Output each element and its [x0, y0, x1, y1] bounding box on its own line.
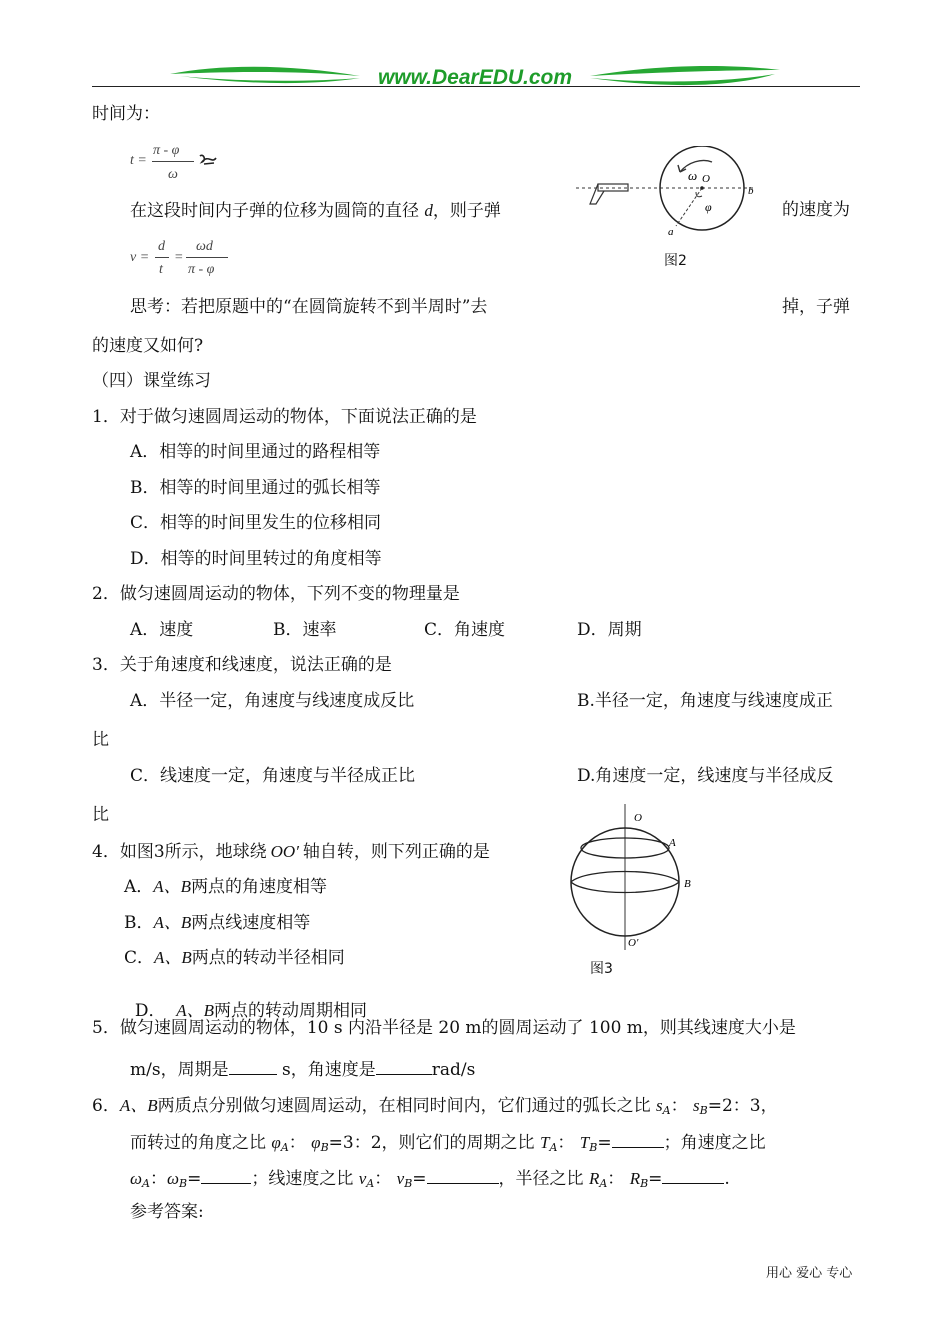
t-denominator: ω: [168, 167, 178, 182]
q5-line2: m/s，周期是 s，角速度是 rad/s: [130, 1060, 476, 1080]
fig2-a-label: a: [668, 226, 674, 238]
period-ratio-blank[interactable]: [612, 1133, 664, 1148]
q4-option-b: B．A、B两点线速度相等: [124, 913, 311, 933]
diameter-var: d: [424, 201, 433, 220]
left-swoosh: [170, 67, 360, 76]
q1-option-c: C．相等的时间里发生的位移相同: [130, 513, 382, 533]
v-lhs: v =: [130, 250, 150, 265]
logo-text: www.DearEDU.com: [377, 66, 573, 89]
period-blank[interactable]: [229, 1060, 277, 1075]
left-swoosh-2: [180, 76, 360, 83]
v-bar1: [155, 257, 169, 258]
q3-option-b: B.半径一定，角速度与线速度成正: [577, 691, 833, 711]
t-numerator: π - φ: [153, 143, 180, 158]
think-a: 思考：若把原题中的“在圆筒旋转不到半周时”去: [130, 297, 488, 317]
scribble-icon: [198, 152, 218, 166]
q3-stem: 3．关于角速度和线速度，说法正确的是: [92, 655, 392, 675]
q4-stem: [92, 843, 490, 861]
q4-stem-b: 轴自转，则下列正确的是: [302, 842, 490, 862]
fig2-o-label: O: [702, 173, 710, 185]
fig2-phi-label: φ: [705, 200, 712, 214]
figure3-earth-diagram: [566, 800, 708, 960]
q1-option-a: A．相等的时间里通过的路程相等: [130, 442, 381, 462]
footer-text: 用心 爱心 专心: [766, 1266, 853, 1281]
section-title: （四）课堂练习: [92, 371, 211, 391]
fig3-b-label: B: [684, 878, 691, 890]
v-den2: π - φ: [188, 262, 215, 277]
q3-option-b-wrap: 比: [92, 730, 109, 750]
angular-velocity-blank[interactable]: [376, 1060, 432, 1075]
speed-tail: 的速度为: [782, 200, 850, 220]
q2-option-c: C．角速度: [424, 620, 506, 640]
q2-stem: 2．做匀速圆周运动的物体，下列不变的物理量是: [92, 584, 460, 604]
right-swoosh: [590, 66, 780, 76]
q1-option-b: B．相等的时间里通过的弧长相等: [130, 478, 381, 498]
figure2-caption: 图2: [664, 253, 687, 269]
radius-ratio-blank[interactable]: [662, 1169, 724, 1184]
q4-stem-a: 4．如图3所示，地球绕: [92, 842, 267, 862]
q4-option-d: D． A、B两点的转动周期相同: [134, 1001, 368, 1021]
figure3-caption: 图3: [590, 961, 613, 977]
q6-line1: 6．A、B两质点分别做匀速圆周运动，在相同时间内，它们通过的弧长之比 $s_A$： $s_B=2$：3，: [92, 1096, 778, 1117]
q4-option-c: C．A、B两点的转动半径相同: [124, 948, 345, 968]
header-rule: [92, 86, 860, 87]
fig3-a-label: A: [669, 837, 676, 849]
q3-option-d-wrap: 比: [92, 805, 109, 825]
figure2-diagram: [574, 146, 770, 238]
fig2-omega-label: ω: [688, 168, 698, 183]
q3-option-c: C．线速度一定，角速度与半径成正比: [130, 766, 416, 786]
v-num2: ωd: [196, 239, 213, 254]
right-swoosh-2: [590, 74, 775, 85]
t-lhs: t =: [130, 153, 147, 168]
angular-velocity-ratio-blank[interactable]: [201, 1169, 251, 1184]
q1-option-d: D．相等的时间里转过的角度相等: [130, 549, 382, 569]
q5-line1: 5．做匀速圆周运动的物体，10 s 内沿半径是 20 m的圆周运动了 100 m，则其线速度大小是: [92, 1018, 796, 1038]
q6-line2: 而转过的角度之比 $\varphi_A$： $\varphi_B=3$：2，则它们的周期之比 $T_A$： $T_B=$ ；角速度之比: [130, 1133, 766, 1154]
answers-label: 参考答案:: [130, 1202, 204, 1222]
v-bar2: [186, 257, 228, 258]
think-b: 掉，子弹: [782, 297, 850, 317]
v-den1: t: [159, 262, 163, 277]
displacement-text-a: 在这段时间内子弹的位移为圆筒的直径: [130, 201, 419, 221]
q6-line3: $\omega_A$：$\omega_B=$ ；线速度之比 $v_A$： $v_B=$ ，半径之比 $R_A$： $R_B=$ .: [130, 1169, 730, 1190]
time-label: 时间为：: [92, 104, 160, 124]
fig2-b-label: b: [748, 185, 754, 197]
linear-velocity-ratio-blank[interactable]: [427, 1169, 499, 1184]
q2-option-b: B．速率: [273, 620, 337, 640]
q2-option-a: A．速度: [130, 620, 194, 640]
gun-icon: [590, 184, 628, 204]
q4-axis: OO′: [270, 842, 299, 861]
q4-option-a: A．A、B两点的角速度相等: [124, 877, 328, 897]
q2-option-d: D．周期: [577, 620, 642, 640]
q1-stem: 1．对于做匀速圆周运动的物体，下面说法正确的是: [92, 407, 477, 427]
v-num1: d: [158, 239, 165, 254]
q3-option-d: D.角速度一定，线速度与半径成反: [577, 766, 834, 786]
header-logo-banner: [160, 60, 790, 92]
q3-option-a: A．半径一定，角速度与线速度成反比: [130, 691, 415, 711]
fig3-o-label: O: [634, 812, 642, 824]
v-eq: =: [174, 250, 184, 265]
radius-line: [676, 188, 702, 226]
displacement-line: [130, 202, 501, 220]
displacement-text-b: ，则子弹: [432, 201, 501, 221]
think-c: 的速度又如何?: [92, 336, 204, 356]
fig3-o-prime-label: O′: [628, 937, 639, 949]
t-fraction-bar: [152, 161, 194, 162]
